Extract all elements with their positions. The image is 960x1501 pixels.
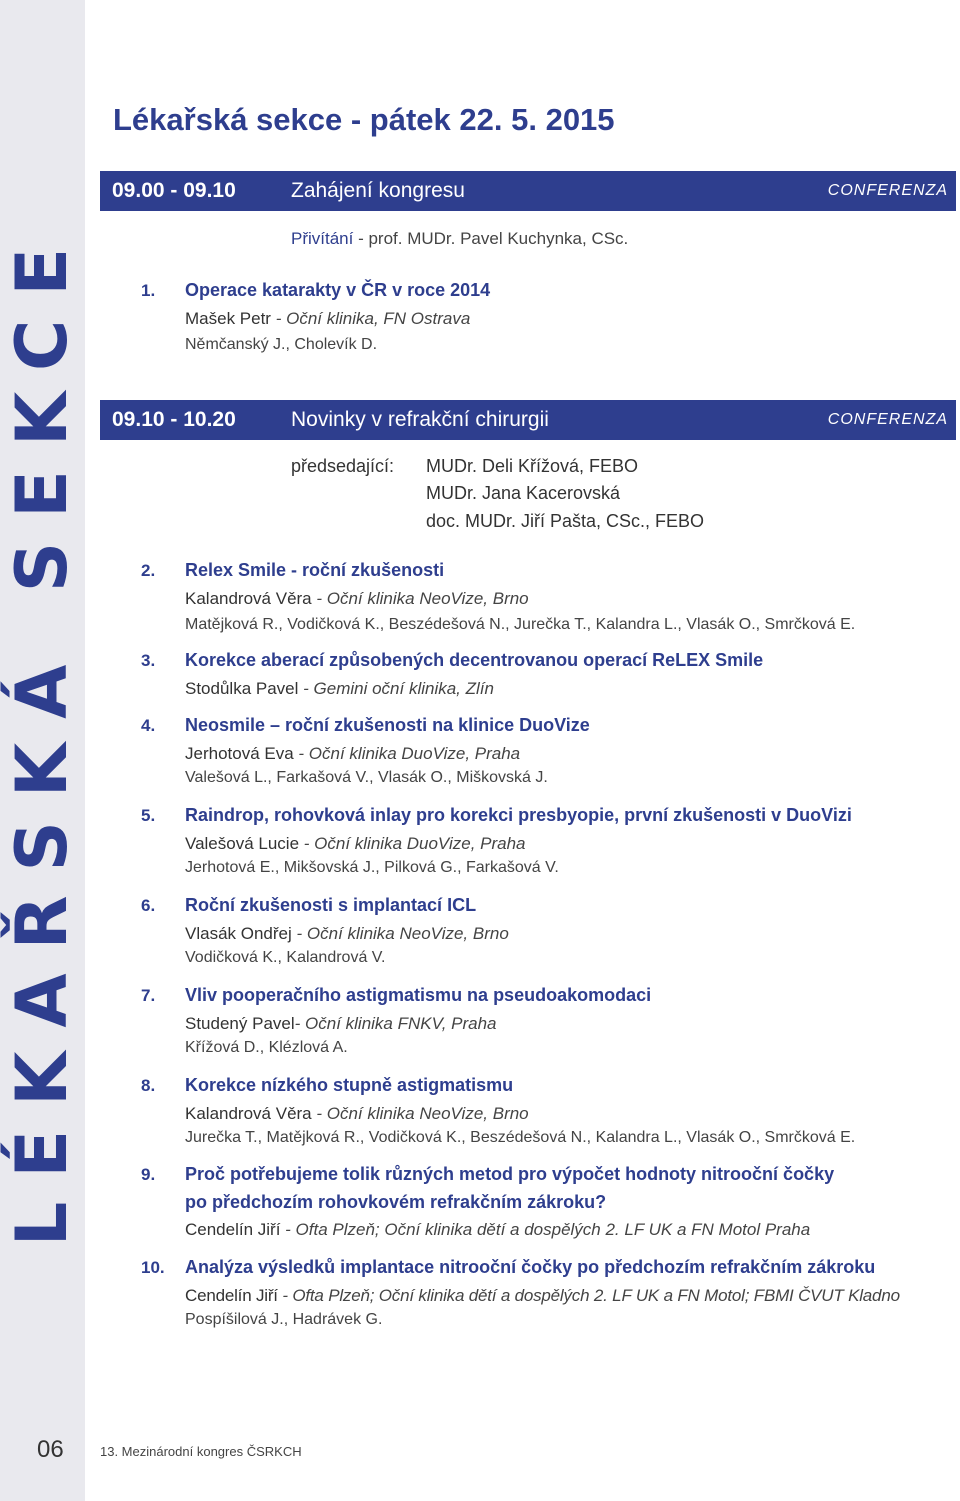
talk-title: Relex Smile - roční zkušenosti <box>185 560 445 580</box>
talk-author: Cendelín Jiří <box>185 1286 278 1305</box>
page-title: Lékařská sekce - pátek 22. 5. 2015 <box>113 102 615 137</box>
session-tag: CONFERENZA <box>827 182 948 199</box>
talk-title-continued: po předchozím rohovkovém refrakčním zákroku? <box>185 1192 607 1212</box>
talk-institution: - Oční klinika NeoVize, Brno <box>291 924 509 943</box>
footer-congress: 13. Mezinárodní kongres ČSRKCH <box>100 1444 302 1459</box>
talk-coauthors: Pospíšilová J., Hadrávek G. <box>185 1311 383 1328</box>
talk-institution: - Oční klinika DuoVize, Praha <box>299 834 526 853</box>
talk-institution: - Oční klinika NeoVize, Brno <box>311 1104 529 1123</box>
talk-author: Jerhotová Eva <box>185 744 294 763</box>
talk-author: Kalandrová Věra <box>185 589 312 608</box>
section-vertical-title: LÉKAŘSKÁ SEKCE <box>1 223 83 1247</box>
sidebar <box>0 0 85 1501</box>
talk-number: 9. <box>141 1165 156 1184</box>
talk-author-line <box>185 679 494 699</box>
talk-number: 2. <box>141 561 156 580</box>
page-number: 06 <box>37 1436 64 1463</box>
talk-title: Operace katarakty v ČR v roce 2014 <box>185 280 491 300</box>
talk-number: 8. <box>141 1076 156 1095</box>
session-time: 09.10 - 10.20 <box>112 408 236 431</box>
talk-number: 6. <box>141 896 156 915</box>
welcome-line <box>291 229 628 249</box>
talk-coauthors: Němčanský J., Cholevík D. <box>185 336 378 353</box>
talk-institution: - Oční klinika NeoVize, Brno <box>311 589 529 608</box>
talk-coauthors: Valešová L., Farkašová V., Vlasák O., Miškovská J. <box>185 769 548 786</box>
talk-title: Proč potřebujeme tolik různých metod pro výpočet hodnoty nitrooční čočky <box>185 1164 835 1184</box>
welcome-speaker: - prof. MUDr. Pavel Kuchynka, CSc. <box>353 229 629 248</box>
talk-number: 10. <box>141 1258 165 1277</box>
session-time: 09.00 - 09.10 <box>112 179 236 202</box>
talk-number: 4. <box>141 716 156 735</box>
talk-author: Kalandrová Věra <box>185 1104 312 1123</box>
talk-author: Mašek Petr <box>185 309 271 328</box>
talk-author-line <box>185 1220 810 1240</box>
session-bar-refractive <box>100 400 956 440</box>
talk-institution: - Oční klinika FNKV, Praha <box>294 1014 497 1033</box>
talk-institution: - Oční klinika DuoVize, Praha <box>293 744 521 763</box>
talk-number: 1. <box>141 281 156 300</box>
talk-institution: - Ofta Plzeň; Oční klinika dětí a dospělých 2. LF UK a FN Motol; FBMI ČVUT Kladno <box>277 1286 900 1305</box>
chair-name: MUDr. Deli Křížová, FEBO <box>426 456 639 476</box>
talk-author-line <box>185 744 520 764</box>
talk-number: 3. <box>141 651 156 670</box>
talk-author: Vlasák Ondřej <box>185 924 292 943</box>
talk-title: Raindrop, rohovková inlay pro korekci presbyopie, první zkušenosti v DuoVizi <box>185 805 852 825</box>
session-topic: Novinky v refrakční chirurgii <box>291 408 549 431</box>
talk-author-line <box>185 1104 529 1124</box>
talk-title: Neosmile – roční zkušenosti na klinice DuoVize <box>185 715 590 735</box>
talk-number: 7. <box>141 986 156 1005</box>
welcome-label: Přivítání <box>291 229 354 248</box>
talk-institution: - Gemini oční klinika, Zlín <box>298 679 494 698</box>
chair-name: doc. MUDr. Jiří Pašta, CSc., FEBO <box>426 511 705 531</box>
session-tag: CONFERENZA <box>827 411 948 428</box>
talk-coauthors: Křížová D., Klézlová A. <box>185 1039 348 1056</box>
talk-institution: - Oční klinika, FN Ostrava <box>270 309 471 328</box>
talk-coauthors: Vodičková K., Kalandrová V. <box>185 949 386 966</box>
talk-title: Roční zkušenosti s implantací ICL <box>185 895 477 915</box>
talk-author: Cendelín Jiří <box>185 1220 281 1239</box>
talk-author: Studený Pavel <box>185 1014 295 1033</box>
session-topic: Zahájení kongresu <box>291 179 465 202</box>
talk-institution: - Ofta Plzeň; Oční klinika dětí a dospělých 2. LF UK a FN Motol Praha <box>280 1220 811 1239</box>
talk-author-line <box>185 924 509 944</box>
talk-author-line <box>185 309 470 329</box>
talk-title: Vliv pooperačního astigmatismu na pseudoakomodaci <box>185 985 652 1005</box>
talk-coauthors: Matějková R., Vodičková K., Beszédešová N., Jurečka T., Kalandra L., Vlasák O., Smrčková E. <box>185 616 856 633</box>
talk-author: Valešová Lucie <box>185 834 300 853</box>
session-bar-opening <box>100 171 956 211</box>
talk-title: Analýza výsledků implantace nitrooční čočky po předchozím refrakčním zákroku <box>185 1257 876 1277</box>
talk-title: Korekce aberací způsobených decentrovanou operací ReLEX Smile <box>185 650 764 670</box>
talk-coauthors: Jerhotová E., Mikšovská J., Pilková G., Farkašová V. <box>185 859 559 876</box>
talk-author: Stodůlka Pavel <box>185 679 299 698</box>
talk-number: 5. <box>141 806 156 825</box>
talk-author-line <box>185 1014 497 1034</box>
talk-author-line <box>185 1286 900 1306</box>
chair-name: MUDr. Jana Kacerovská <box>426 483 621 503</box>
talk-title: Korekce nízkého stupně astigmatismu <box>185 1075 514 1095</box>
talk-author-line <box>185 589 529 609</box>
talk-author-line <box>185 834 526 854</box>
talk-coauthors: Jurečka T., Matějková R., Vodičková K., Beszédešová N., Kalandra L., Vlasák O., Smrčková E. <box>185 1129 856 1146</box>
chair-label: předsedající: <box>291 456 395 476</box>
